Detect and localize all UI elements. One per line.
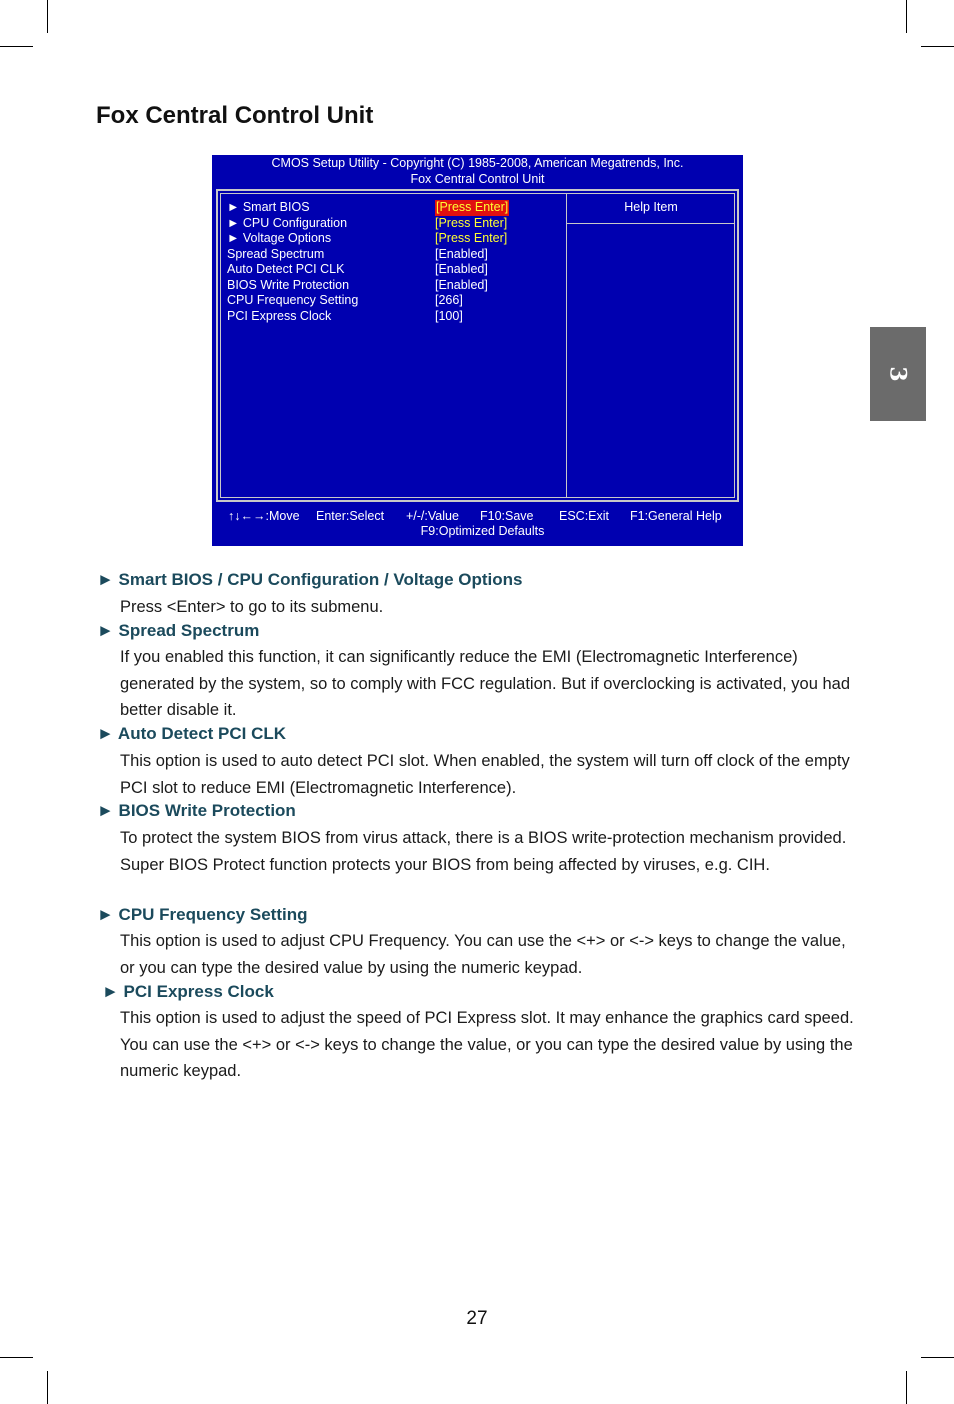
bios-frame <box>216 189 739 502</box>
crop-mark <box>921 46 954 47</box>
help-item-header: Help Item <box>567 194 735 224</box>
key-defaults-hint: F9:Optimized Defaults <box>420 524 545 538</box>
bios-item-label: ► Voltage Options <box>227 231 332 245</box>
crop-mark <box>906 0 907 33</box>
chapter-number: 3 <box>885 366 911 382</box>
bios-item-label: BIOS Write Protection <box>227 277 350 292</box>
bios-item-spread-spectrum[interactable] <box>225 247 565 263</box>
section-body: This option is used to adjust the speed of PCI Express slot. It may enhance the graphics card speed. You can use the <+> or <-> keys to change the value, or you can type the desired value by using the numeric keypad. <box>120 1009 854 1080</box>
crop-mark <box>0 46 33 47</box>
bios-key-legend <box>212 509 743 539</box>
section-body: This option is used to auto detect PCI slot. When enabled, the system will turn off clock of the empty PCI slot to reduce EMI (Electromagnetic Interference). <box>120 752 850 797</box>
bios-item-value[interactable]: [Enabled] <box>435 262 488 276</box>
section-heading: ► Auto Detect PCI CLK <box>97 724 287 743</box>
bios-header <box>212 155 743 187</box>
bios-item-label: Spread Spectrum <box>227 246 325 261</box>
page-number: 27 <box>466 1308 488 1329</box>
bios-item-value[interactable]: [Enabled] <box>435 277 488 292</box>
bios-item-value[interactable]: [Press Enter] <box>435 215 508 230</box>
key-select-hint: Enter:Select <box>316 509 385 523</box>
bios-item-label: PCI Express Clock <box>227 308 332 323</box>
section-heading: ► CPU Frequency Setting <box>97 905 308 924</box>
chapter-tab <box>870 327 926 421</box>
section-heading: ► PCI Express Clock <box>102 982 274 1001</box>
crop-mark <box>921 1357 954 1358</box>
bios-item-pci-express-clock[interactable] <box>225 309 565 325</box>
section-body: Press <Enter> to go to its submenu. <box>120 598 384 616</box>
bios-screen <box>212 155 743 546</box>
bios-settings-list <box>225 200 565 324</box>
bios-menu-title: Fox Central Control Unit <box>410 172 545 186</box>
section-body: If you enabled this function, it can significantly reduce the EMI (Electromagnetic Interference) generated by the system, so to comply with FCC regulation. But if overclocking is activated, you had better disable it. <box>120 648 851 719</box>
section-heading: ► Smart BIOS / CPU Configuration / Voltage Options <box>97 570 523 589</box>
bios-item-bios-write-protection[interactable] <box>225 278 565 294</box>
bios-divider <box>566 194 567 497</box>
bios-item-smart-bios[interactable] <box>225 200 565 216</box>
bios-item-label: ► CPU Configuration <box>227 215 348 230</box>
bios-item-value[interactable]: [266] <box>435 293 463 307</box>
section-heading: ► BIOS Write Protection <box>97 801 296 820</box>
crop-mark <box>906 1371 907 1404</box>
crop-mark <box>0 1357 33 1358</box>
bios-item-value[interactable]: [Press Enter] <box>435 231 508 245</box>
bios-item-value[interactable]: [Press Enter] <box>436 200 509 214</box>
bios-item-label: Auto Detect PCI CLK <box>227 262 345 276</box>
key-help-hint: F1:General Help <box>630 509 722 523</box>
key-save-hint: F10:Save <box>480 509 534 523</box>
bios-item-label: CPU Frequency Setting <box>227 293 359 307</box>
key-exit-hint: ESC:Exit <box>559 509 610 523</box>
bios-copyright: CMOS Setup Utility - Copyright (C) 1985-2008, American Megatrends, Inc. <box>271 156 684 170</box>
crop-mark <box>47 0 48 33</box>
section-heading: ► Spread Spectrum <box>97 621 260 640</box>
bios-item-value[interactable]: [100] <box>435 308 463 323</box>
bios-item-auto-detect-pci-clk[interactable] <box>225 262 565 278</box>
crop-mark <box>47 1371 48 1404</box>
key-value-hint: +/-/:Value <box>406 509 459 523</box>
key-move-hint: ↑↓←→:Move <box>228 509 300 523</box>
bios-panel <box>220 193 735 498</box>
page-title: Fox Central Control Unit <box>96 102 374 129</box>
bios-item-voltage-options[interactable] <box>225 231 565 247</box>
bios-item-label: ► Smart BIOS <box>227 200 310 214</box>
section-body: This option is used to adjust CPU Frequency. You can use the <+> or <-> keys to change the value, or you can type the desired value by using the numeric keypad. <box>120 932 846 977</box>
bios-item-cpu-configuration[interactable] <box>225 216 565 232</box>
bios-item-cpu-frequency-setting[interactable] <box>225 293 565 309</box>
section-body: To protect the system BIOS from virus attack, there is a BIOS write-protection mechanism provided. Super BIOS Protect function protects your BIOS from being affected by viruses, e.g. CIH. <box>120 829 847 874</box>
bios-item-value[interactable]: [Enabled] <box>435 246 488 261</box>
